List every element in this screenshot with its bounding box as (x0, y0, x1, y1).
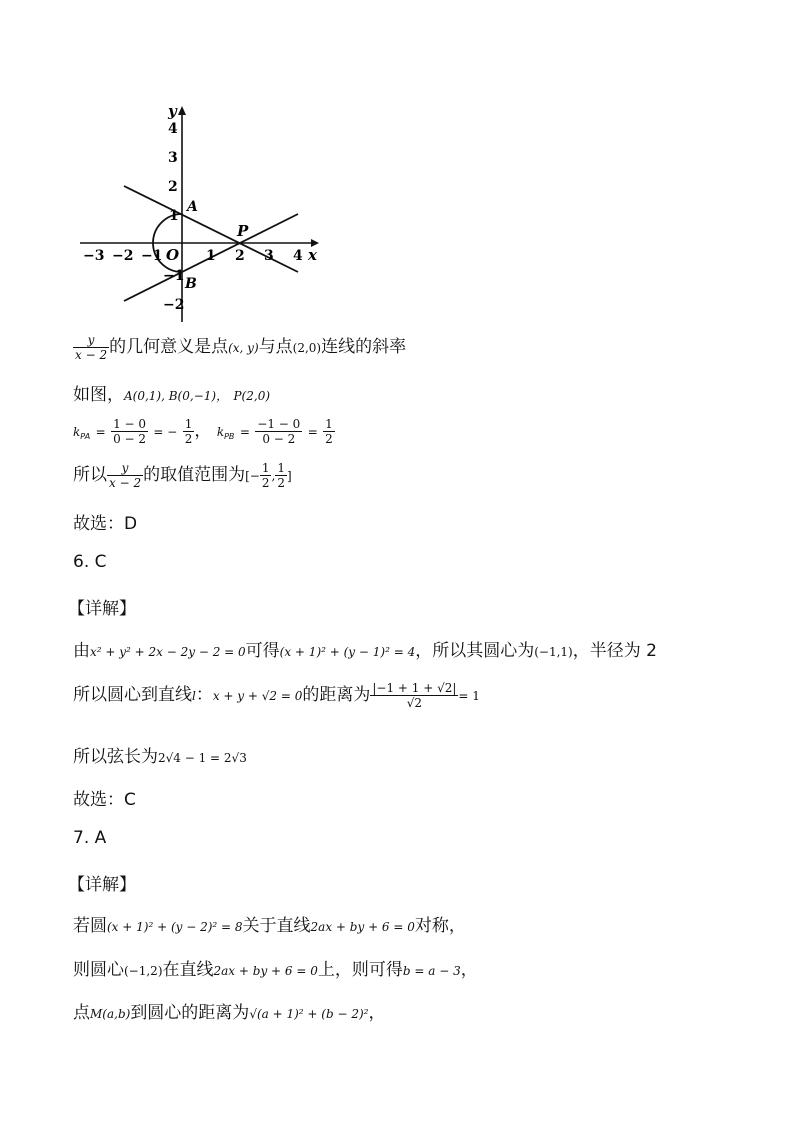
question-6-heading: 6. C (73, 552, 107, 572)
point-b-label: B (185, 276, 197, 292)
line-slopes: $k_{PA}$ = $\frac{1 - 0}{0 - 2}$ = − $\frac{1}{2}$ ， $k_{PB}$ = $\frac{-1 - 0}{0 - 2}$ = $\frac{1}{2}$ (73, 416, 333, 446)
y-tick-2: 2 (168, 179, 178, 195)
line-circle-eq: 由x² + y² + 2x − 2y − 2 = 0可得(x + 1)² + (y − 1)² = 4，所以其圆心为(−1,1)，半径为 2 (73, 641, 657, 661)
answer-d: 故选：D (73, 514, 138, 534)
y-tick-neg1: −1 (163, 268, 185, 284)
answer-c: 故选：C (73, 790, 136, 810)
x-tick-3: 3 (264, 248, 274, 264)
x-axis-label: x (308, 246, 317, 264)
line-point-distance: 点M(a,b)到圆心的距离为√(a + 1)² + (b − 2)²， (73, 1003, 386, 1023)
line-center-on-line: 则圆心(−1,2)在直线2ax + by + 6 = 0上，则可得b = a − 3， (73, 960, 478, 980)
y-tick-neg2: −2 (163, 297, 185, 313)
y-axis-label: y (168, 102, 177, 120)
question-7-heading: 7. A (73, 828, 107, 848)
line-points: 如图，A(0,1), B(0,−1)， P(2,0) (73, 385, 271, 405)
line-distance: 所以圆心到直线l：x + y + √2 = 0的距离为 $\frac{|-1 + 1 + √2|}{√2}$ = 1 (73, 680, 480, 710)
y-axis-arrow (178, 106, 186, 115)
line-slope-meaning: $\frac{y}{x - 2}$ 的几何意义是点(x, y)与点(2,0)连线的斜率 (75, 332, 407, 362)
origin-label: O (166, 246, 180, 264)
detail-heading-6: 【详解】 (68, 599, 136, 619)
line-chord: 所以弦长为2√4 − 1 = 2√3 (73, 747, 247, 767)
x-tick-neg2: −2 (112, 248, 134, 264)
y-tick-1: 1 (169, 208, 179, 224)
point-a-label: A (187, 199, 198, 215)
detail-heading-7: 【详解】 (68, 875, 136, 895)
line-range: 所以 $\frac{y}{x - 2}$ 的取值范围为[− $\frac{1}{2}$ , $\frac{1}{2}$ ] (73, 460, 292, 490)
point-p-label: P (237, 222, 249, 240)
coordinate-graph (75, 100, 335, 330)
line-symmetric: 若圆(x + 1)² + (y − 2)² = 8关于直线2ax + by + 6 = 0对称， (73, 916, 466, 936)
x-tick-neg3: −3 (83, 248, 105, 264)
x-tick-neg1: −1 (141, 248, 163, 264)
x-tick-2: 2 (235, 248, 245, 264)
y-tick-3: 3 (168, 150, 178, 166)
x-tick-1: 1 (206, 248, 216, 264)
x-tick-4: 4 (293, 248, 303, 264)
y-tick-4: 4 (168, 121, 178, 137)
